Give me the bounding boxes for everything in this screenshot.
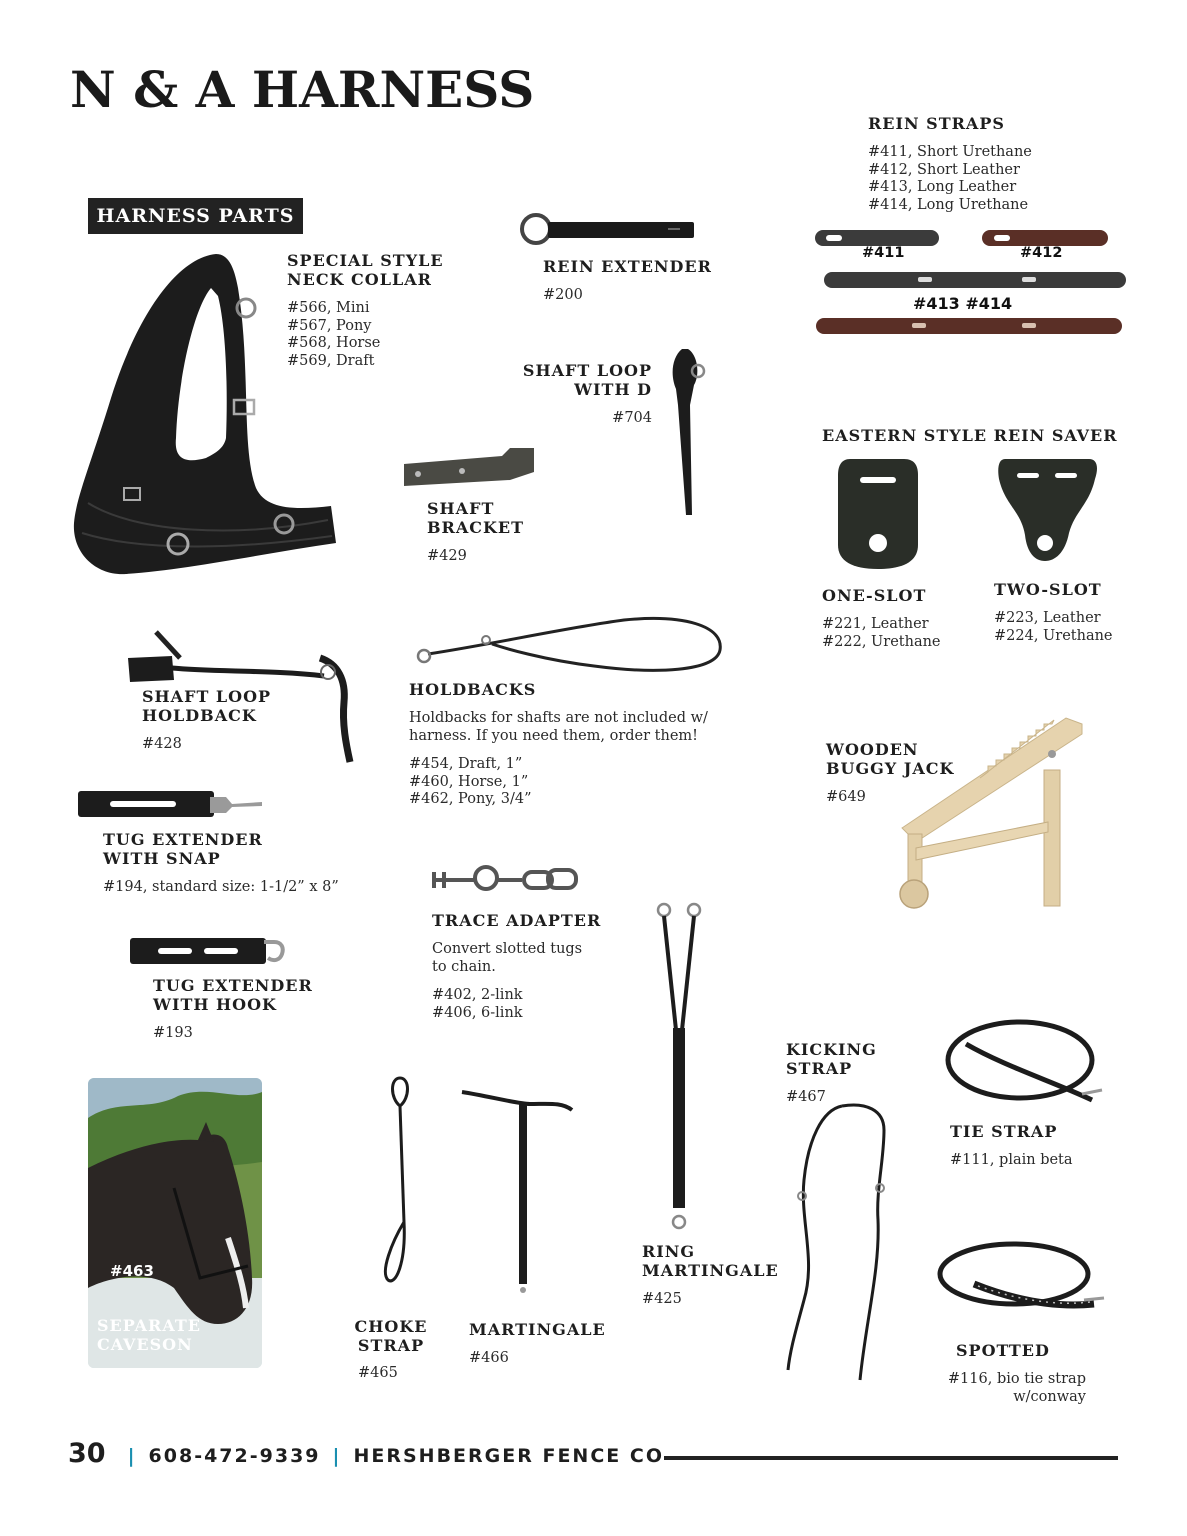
shaft-loop-d-name: SHAFT LOOP WITH D xyxy=(522,361,652,399)
kicking-strap-details: #467 xyxy=(786,1089,826,1105)
rein-straps-details: #411, Short Urethane #412, Short Leather #413, Long Leather #414, Long Urethane xyxy=(868,144,1032,213)
trace-adapter-details: #402, 2-link #406, 6-link xyxy=(432,987,523,1021)
shaft-bracket-name: SHAFT BRACKET xyxy=(427,499,524,537)
neck-collar-details: #566, Mini #567, Pony #568, Horse #569, Draft xyxy=(287,300,381,369)
rein-saver-two-slot-image xyxy=(995,455,1099,565)
holdbacks-image xyxy=(414,614,726,680)
rein-strap-label-411: #411 xyxy=(862,245,905,261)
footer-separator: | xyxy=(332,1445,342,1467)
neck-collar-name: SPECIAL STYLE NECK COLLAR xyxy=(287,251,444,289)
shaft-loop-d-image xyxy=(664,345,708,519)
rein-straps-image xyxy=(812,226,1128,338)
rein-saver-one-slot-image xyxy=(834,455,922,573)
holdbacks-description: Holdbacks for shafts are not included w/ harness. If you need them, order them! xyxy=(409,710,708,744)
rein-extender-name: REIN EXTENDER xyxy=(543,257,712,276)
buggy-jack-name: WOODEN BUGGY JACK xyxy=(826,740,955,778)
footer-rule xyxy=(664,1456,1118,1460)
page-number: 30 xyxy=(68,1438,106,1469)
shaft-bracket-image xyxy=(402,444,538,490)
ring-martingale-image xyxy=(652,900,708,1240)
shaft-bracket-details: #429 xyxy=(427,548,467,564)
rein-straps-name: REIN STRAPS xyxy=(868,114,1005,133)
page-title: N & A HARNESS xyxy=(70,60,535,119)
tug-extender-hook-details: #193 xyxy=(153,1025,193,1041)
section-badge: HARNESS PARTS xyxy=(88,198,303,234)
choke-strap-image xyxy=(378,1072,424,1286)
choke-strap-details: #465 xyxy=(358,1365,398,1381)
shaft-loop-d-details: #704 xyxy=(612,410,652,426)
spotted-image xyxy=(934,1238,1106,1318)
shaft-loop-holdback-details: #428 xyxy=(142,736,182,752)
rein-saver-one-slot-details: #221, Leather #222, Urethane xyxy=(822,616,941,650)
tug-extender-snap-name: TUG EXTENDER WITH SNAP xyxy=(103,830,263,868)
holdbacks-name: HOLDBACKS xyxy=(409,680,537,699)
kicking-strap-name: KICKING STRAP xyxy=(786,1040,877,1078)
rein-extender-image xyxy=(518,210,696,248)
buggy-jack-details: #649 xyxy=(826,789,866,805)
rein-extender-details: #200 xyxy=(543,287,583,303)
tug-extender-snap-details: #194, standard size: 1-1/2” x 8” xyxy=(103,879,339,895)
rein-saver-two-slot-details: #223, Leather #224, Urethane xyxy=(994,610,1113,644)
page-footer xyxy=(68,1438,664,1469)
kicking-strap-image xyxy=(786,1100,896,1382)
caveson-name: SEPARATE CAVESON xyxy=(97,1316,201,1354)
rein-saver-name: EASTERN STYLE REIN SAVER xyxy=(822,426,1118,445)
martingale-name: MARTINGALE xyxy=(469,1320,606,1339)
ring-martingale-name: RING MARTINGALE xyxy=(642,1242,779,1280)
footer-separator: | xyxy=(127,1445,137,1467)
spotted-details: #116, bio tie strap w/conway xyxy=(947,1371,1086,1405)
martingale-image xyxy=(458,1086,576,1298)
martingale-details: #466 xyxy=(469,1350,509,1366)
rein-strap-label-412: #412 xyxy=(1020,245,1063,261)
ring-martingale-details: #425 xyxy=(642,1291,682,1307)
tug-extender-hook-image xyxy=(128,934,288,968)
tug-extender-hook-name: TUG EXTENDER WITH HOOK xyxy=(153,976,313,1014)
holdbacks-details: #454, Draft, 1” #460, Horse, 1” #462, Pony, 3/4” xyxy=(409,756,532,807)
tie-strap-name: TIE STRAP xyxy=(950,1122,1058,1141)
tie-strap-image xyxy=(944,1016,1104,1110)
tug-extender-snap-image xyxy=(76,787,264,821)
neck-collar-image xyxy=(66,248,346,580)
rein-saver-two-slot-name: TWO-SLOT xyxy=(994,580,1102,599)
footer-company: HERSHBERGER FENCE CO xyxy=(353,1445,664,1467)
tie-strap-details: #111, plain beta xyxy=(950,1152,1073,1168)
rein-saver-one-slot-name: ONE-SLOT xyxy=(822,586,927,605)
shaft-loop-holdback-name: SHAFT LOOP HOLDBACK xyxy=(142,687,272,725)
trace-adapter-description: Convert slotted tugs to chain. xyxy=(432,941,583,975)
choke-strap-name: CHOKE STRAP xyxy=(354,1317,428,1355)
footer-phone: 608-472-9339 xyxy=(148,1445,321,1467)
trace-adapter-name: TRACE ADAPTER xyxy=(432,911,602,930)
spotted-name: SPOTTED xyxy=(956,1341,1050,1360)
trace-adapter-image xyxy=(430,862,580,894)
caveson-number: #463 xyxy=(110,1262,154,1280)
rein-strap-label-413-414: #413 #414 xyxy=(913,294,1013,313)
